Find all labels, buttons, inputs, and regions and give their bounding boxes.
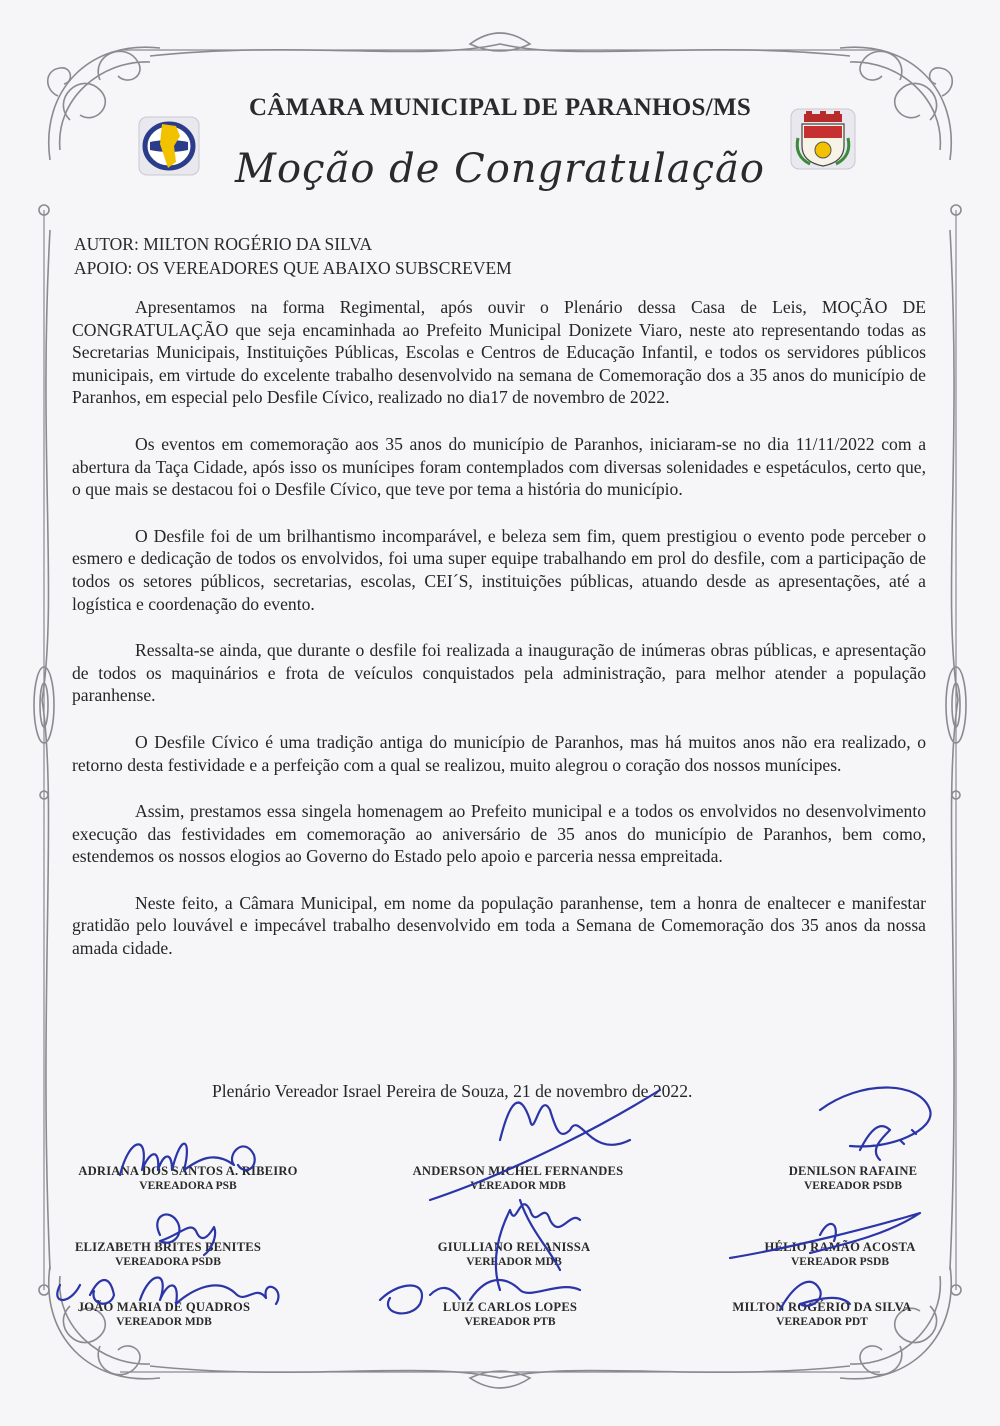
signatory-3	[703, 1164, 1000, 1192]
author-block	[74, 232, 512, 280]
signatory-role: VEREADORA PSDB	[115, 1256, 221, 1268]
support-line: APOIO: OS VEREADORES QUE ABAIXO SUBSCREVEM	[74, 258, 512, 278]
paragraph-1: Apresentamos na forma Regimental, após ouvir o Plenário dessa Casa de Leis, MOÇÃO DE CONGRATULAÇÃO que seja encaminhada ao Prefeito Municipal Donizete Viaro, neste ato representando todas as Secretarias Municipais, Instituições Públicas, Escolas e Centros de Educação Infantil, e todos os servidores públicos municipais, em virtude do excelente trabalho desenvolvido na semana de Comemoração dos a 35 anos do município de Paranhos, em especial pelo Desfile Cívico, realizado no dia17 de novembro de 2022.	[72, 297, 926, 408]
signatory-role: VEREADORA PSB	[139, 1180, 237, 1192]
page-title: CÂMARA MUNICIPAL DE PARANHOS/MS	[248, 94, 752, 121]
signatory-8	[360, 1300, 660, 1328]
signatory-role: VEREADOR MDB	[466, 1256, 562, 1268]
paragraph-6: Assim, prestamos essa singela homenagem ao Prefeito municipal e a todos os envolvidos no desenvolvimento execução das festividades em comemoração ao aniversário de 35 anos do município de Paranhos, bem como, estendemos os nossos elogios ao Governo do Estado pelo apoio e parceria nessa empreitada.	[72, 801, 926, 867]
author-line: AUTOR: MILTON ROGÉRIO DA SILVA	[74, 234, 373, 254]
paragraph-3: O Desfile foi de um brilhantismo incomparável, e beleza sem fim, quem prestigiou o evento pode perceber o esmero e dedicação de todos os envolvidos, foi uma super equipe trabalhando em prol do desfile, com a participação de todos os setores públicos, secretarias, escolas, CEI´S, instituições públicas, atuando desde as apresentações, até a logística e coordenação do evento.	[72, 525, 926, 614]
signatory-7	[14, 1300, 314, 1328]
document-body	[72, 296, 926, 984]
signature-denilson	[820, 1088, 931, 1161]
paragraph-5: O Desfile Cívico é uma tradição antiga do município de Paranhos, mas há muitos anos não era realizado, o retorno desta festividade e a perfeição com a qual se realizou, muito alegrou o coração dos nossos munícipes.	[72, 731, 926, 775]
signatory-9	[672, 1300, 972, 1328]
signatory-name: ANDERSON MICHEL FERNANDES	[412, 1164, 624, 1178]
signatory-5	[364, 1240, 664, 1268]
signatory-role: VEREADOR PTB	[464, 1316, 556, 1328]
signatory-name: ELIZABETH BRITES BENITES	[74, 1240, 262, 1254]
signatory-name: GIULLIANO RELANISSA	[437, 1240, 591, 1254]
signatory-name: LUIZ CARLOS LOPES	[442, 1300, 578, 1314]
signatory-name: HÉLIO RAMÃO ACOSTA	[764, 1240, 916, 1254]
signatory-role: VEREADOR MDB	[470, 1180, 566, 1192]
signatory-role: VEREADOR PDT	[776, 1316, 868, 1328]
paragraph-4: Ressalta-se ainda, que durante o desfile foi realizada a inauguração de inúmeras obras públicas, e apresentação de todos os maquinários e frota de veículos conquistados pela administração, para melhor atender a população paranhense.	[72, 640, 926, 706]
document-subtitle: Moção de Congratulação	[235, 146, 765, 192]
signatory-2	[368, 1164, 668, 1192]
signatory-name: DENILSON RAFAINE	[788, 1164, 918, 1178]
signatory-1	[38, 1164, 338, 1192]
place-and-date: Plenário Vereador Israel Pereira de Souza, 21 de novembro de 2022.	[212, 1081, 693, 1101]
signatory-4	[18, 1240, 318, 1268]
paragraph-7: Neste feito, a Câmara Municipal, em nome da população paranhense, tem a honra de enaltecer e manifestar gratidão pelo louvável e impecável trabalho desenvolvido em toda a Semana de Comemoração dos 35 anos da nossa amada cidade.	[72, 892, 926, 959]
signatory-name: ADRIANA DOS SANTOS A. RIBEIRO	[78, 1164, 298, 1178]
paragraph-2: Os eventos em comemoração aos 35 anos do município de Paranhos, iniciaram-se no dia 11/11/2022 com a abertura da Taça Cidade, após isso os munícipes foram contemplados com diversas solenidades e espetáculos, certo que, o que mais se destacou foi o Desfile Cívico, que teve por tema a história do município.	[72, 433, 926, 500]
signatory-role: VEREADOR PSDB	[790, 1256, 890, 1268]
signatory-name: JOÃO MARIA DE QUADROS	[77, 1300, 251, 1314]
signatory-role: VEREADOR PSDB	[803, 1180, 903, 1192]
signatory-name: MILTON ROGÉRIO DA SILVA	[732, 1300, 912, 1314]
signatory-role: VEREADOR MDB	[116, 1316, 212, 1328]
signatory-6	[690, 1240, 990, 1268]
